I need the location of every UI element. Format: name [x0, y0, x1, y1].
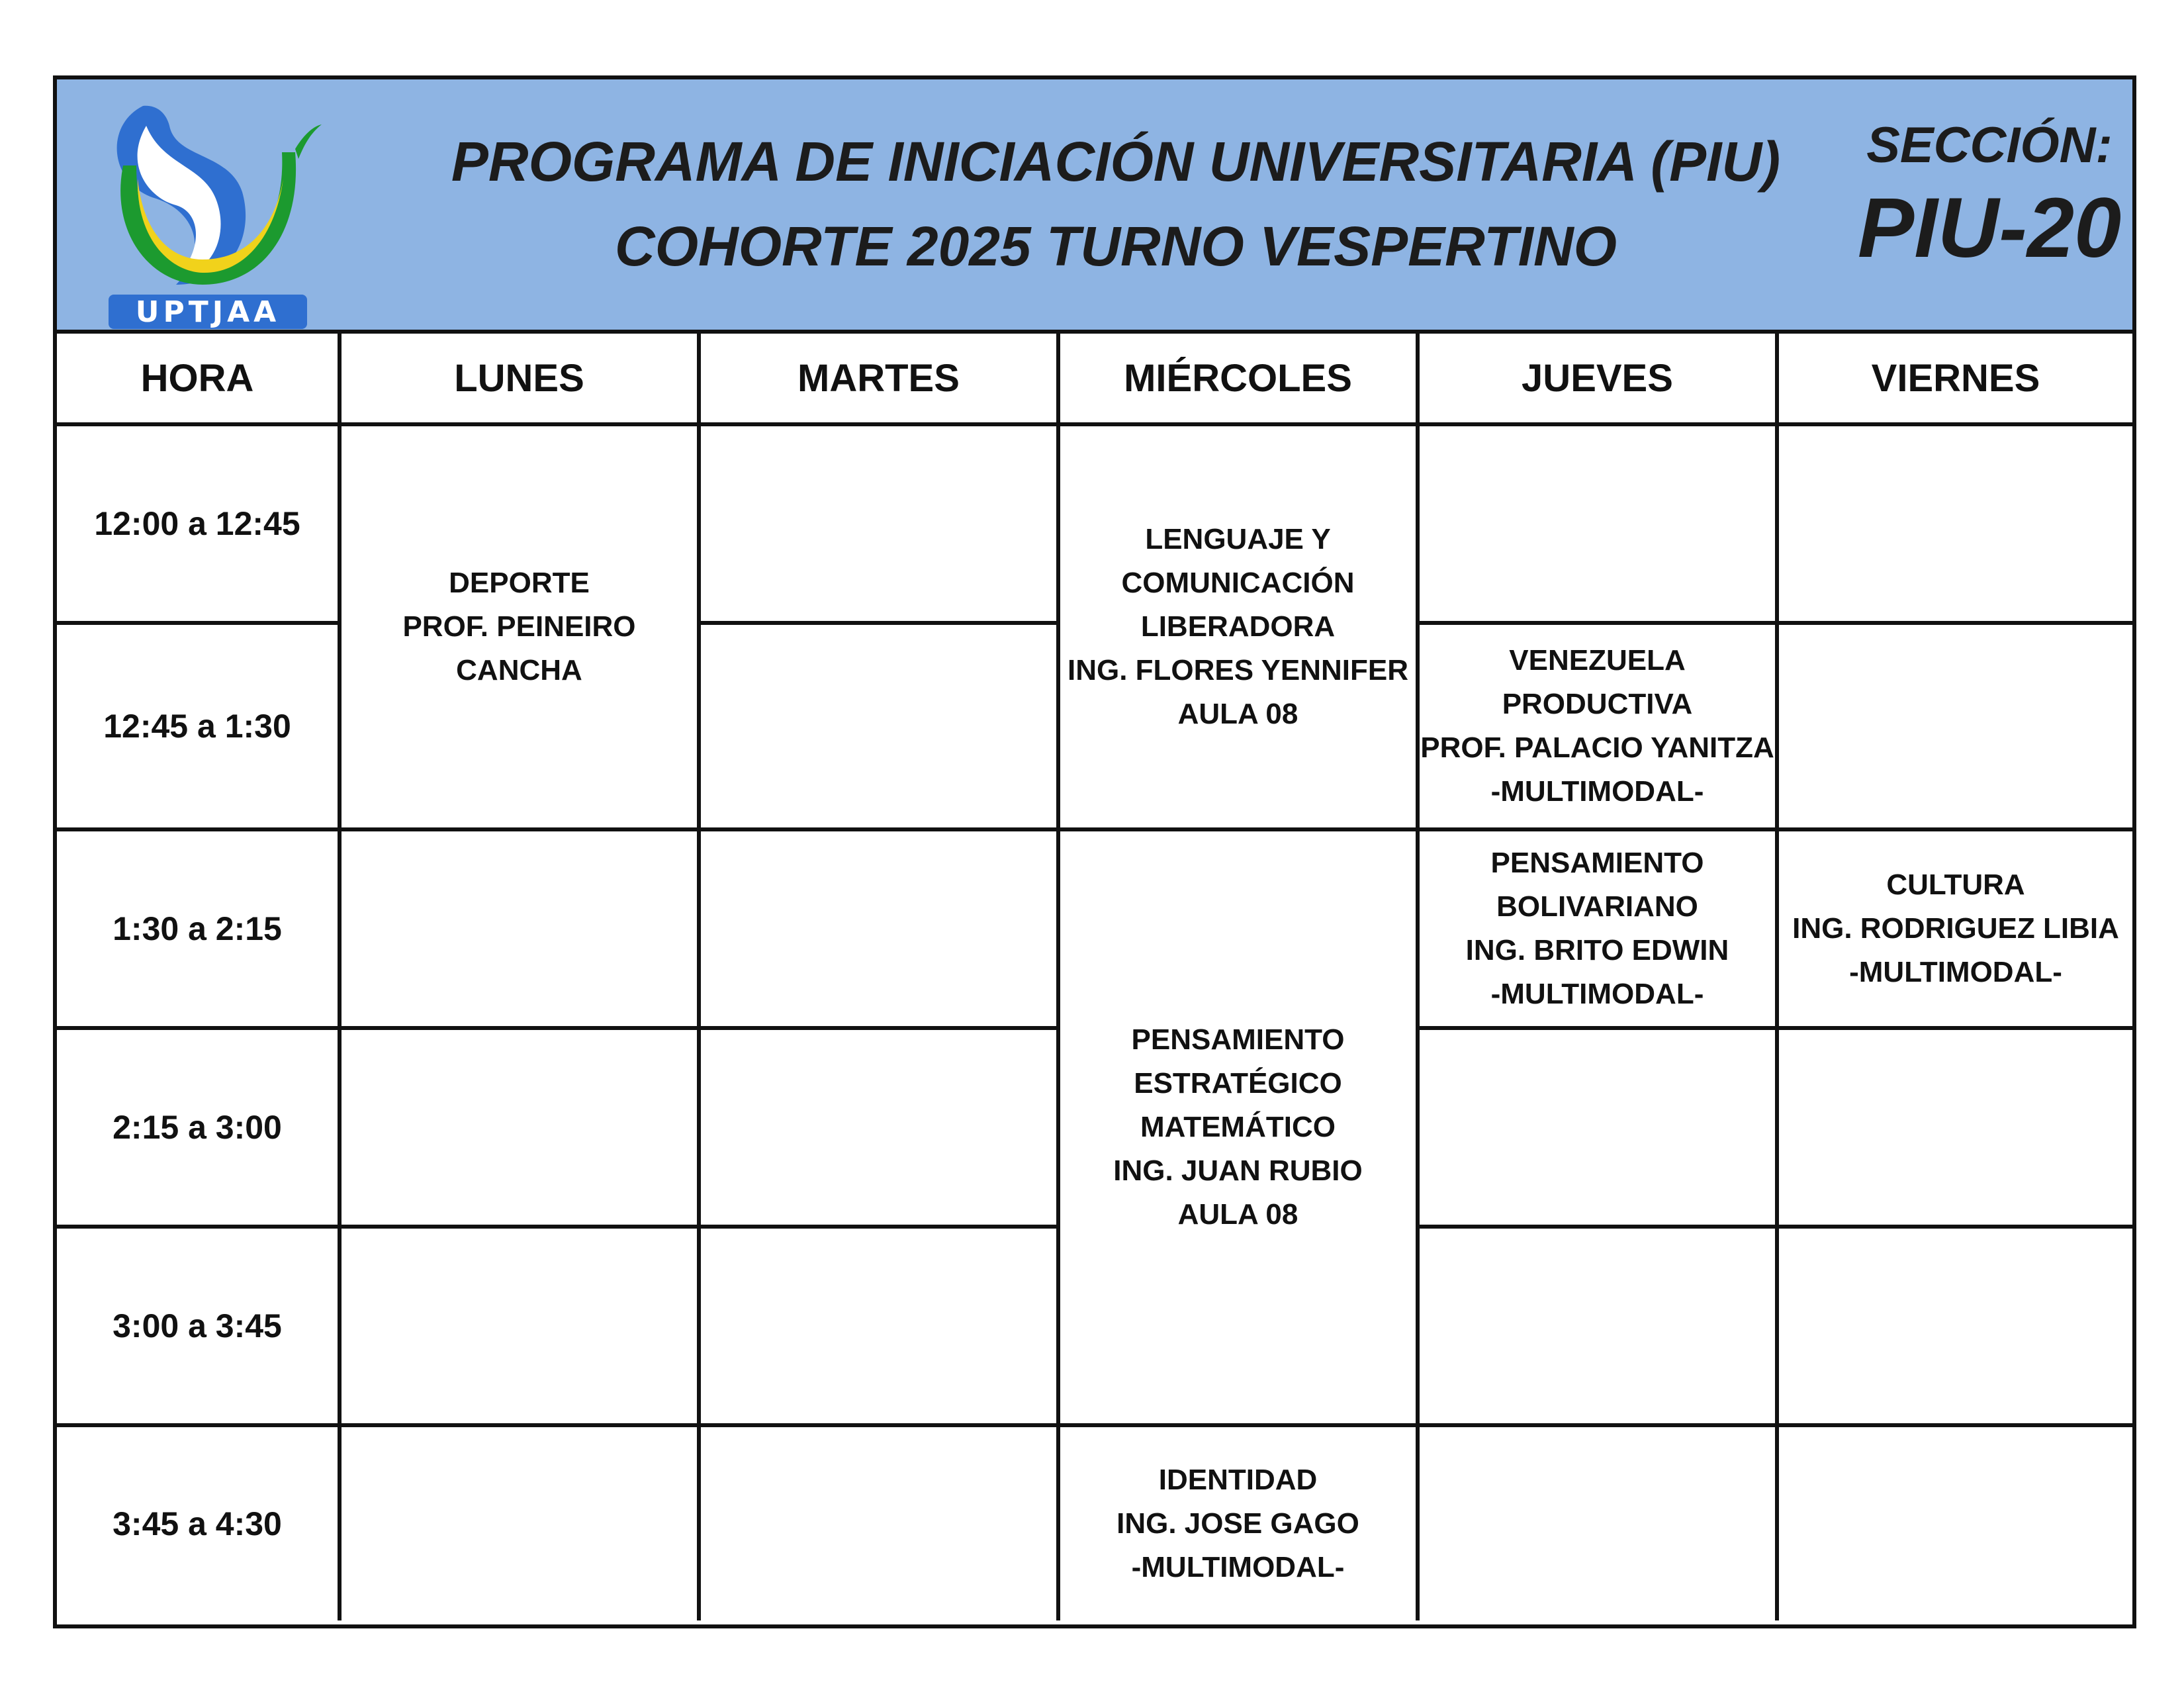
class-line: ESTRATÉGICO: [1134, 1067, 1342, 1100]
class-block-pensamiento-bolivariano: [1420, 831, 1779, 1030]
hour-cell: 2:15 a 3:00: [57, 1030, 341, 1229]
column-header-miercoles: MIÉRCOLES: [1060, 334, 1420, 426]
class-line: LENGUAJE Y: [1145, 523, 1331, 555]
class-block-deporte: [341, 426, 701, 831]
section-label: SECCIÓN:: [1866, 117, 2113, 173]
empty-cell: [701, 426, 1060, 625]
schedule-header: [57, 79, 2132, 334]
section-info: [1791, 113, 2184, 278]
hour-cell: 12:00 a 12:45: [57, 426, 341, 625]
class-line: IDENTIDAD: [1158, 1464, 1318, 1496]
empty-cell: [701, 1030, 1060, 1229]
schedule-sheet: [53, 75, 2136, 1628]
class-line: PRODUCTIVA: [1502, 688, 1693, 720]
empty-cell: [701, 831, 1060, 1030]
class-line: -MULTIMODAL-: [1849, 956, 2062, 988]
class-line: PENSAMIENTO: [1131, 1023, 1345, 1056]
class-block-venezuela: [1420, 625, 1779, 831]
empty-cell: [1420, 1427, 1779, 1620]
class-block-cultura: [1779, 831, 2132, 1030]
uptjaa-logo: [97, 86, 322, 331]
class-line: CULTURA: [1886, 868, 2025, 901]
empty-cell: [341, 831, 701, 1030]
class-line: -MULTIMODAL-: [1131, 1551, 1345, 1583]
class-line: PENSAMIENTO: [1490, 847, 1704, 879]
class-line: DEPORTE: [449, 567, 590, 599]
title-line-1: PROGRAMA DE INICIACIÓN UNIVERSITARIA (PIU): [451, 130, 1781, 193]
empty-cell: [1779, 1030, 2132, 1229]
class-line: ING. FLORES YENNIFER: [1067, 654, 1409, 686]
empty-cell: [1779, 1229, 2132, 1427]
empty-cell: [701, 625, 1060, 831]
class-line: LIBERADORA: [1140, 610, 1336, 643]
empty-cell: [341, 1229, 701, 1427]
class-block-identidad: [1060, 1427, 1420, 1620]
class-line: ING. JOSE GAGO: [1116, 1507, 1359, 1540]
title-line-2: COHORTE 2025 TURNO VESPERTINO: [615, 215, 1617, 277]
logo-text: UPTJAA: [135, 295, 281, 329]
empty-cell: [341, 1030, 701, 1229]
class-line: -MULTIMODAL-: [1490, 775, 1704, 808]
class-line: ING. BRITO EDWIN: [1465, 934, 1729, 966]
class-line: BOLIVARIANO: [1496, 890, 1698, 923]
empty-cell: [1779, 426, 2132, 625]
empty-cell: [1779, 625, 2132, 831]
class-line: VENEZUELA: [1509, 644, 1686, 677]
column-header-viernes: VIERNES: [1779, 334, 2132, 426]
class-line: ING. JUAN RUBIO: [1113, 1154, 1363, 1187]
hour-cell: 3:45 a 4:30: [57, 1427, 341, 1620]
empty-cell: [341, 1427, 701, 1620]
class-line: AULA 08: [1177, 1198, 1298, 1231]
class-line: CANCHA: [456, 654, 582, 686]
hour-cell: 12:45 a 1:30: [57, 625, 341, 831]
class-line: AULA 08: [1177, 698, 1298, 730]
class-block-pensamiento-estrategico: [1060, 831, 1420, 1427]
empty-cell: [1779, 1427, 2132, 1620]
empty-cell: [1420, 1030, 1779, 1229]
section-code: PIU-20: [1857, 181, 2122, 275]
hour-cell: 3:00 a 3:45: [57, 1229, 341, 1427]
class-line: ING. RODRIGUEZ LIBIA: [1792, 912, 2119, 945]
empty-cell: [1420, 426, 1779, 625]
class-line: PROF. PALACIO YANITZA: [1420, 731, 1774, 764]
class-line: COMUNICACIÓN: [1121, 567, 1355, 599]
schedule-table: [57, 334, 2132, 1624]
class-line: PROF. PEINEIRO: [402, 610, 636, 643]
column-header-martes: MARTES: [701, 334, 1060, 426]
class-line: MATEMÁTICO: [1140, 1111, 1336, 1143]
class-line: -MULTIMODAL-: [1490, 978, 1704, 1010]
empty-cell: [701, 1229, 1060, 1427]
column-header-jueves: JUEVES: [1420, 334, 1779, 426]
empty-cell: [1420, 1229, 1779, 1427]
column-header-lunes: LUNES: [341, 334, 701, 426]
program-title: [348, 119, 1884, 289]
empty-cell: [701, 1427, 1060, 1620]
hour-cell: 1:30 a 2:15: [57, 831, 341, 1030]
column-header-hora: HORA: [57, 334, 341, 426]
class-block-lenguaje: [1060, 426, 1420, 831]
